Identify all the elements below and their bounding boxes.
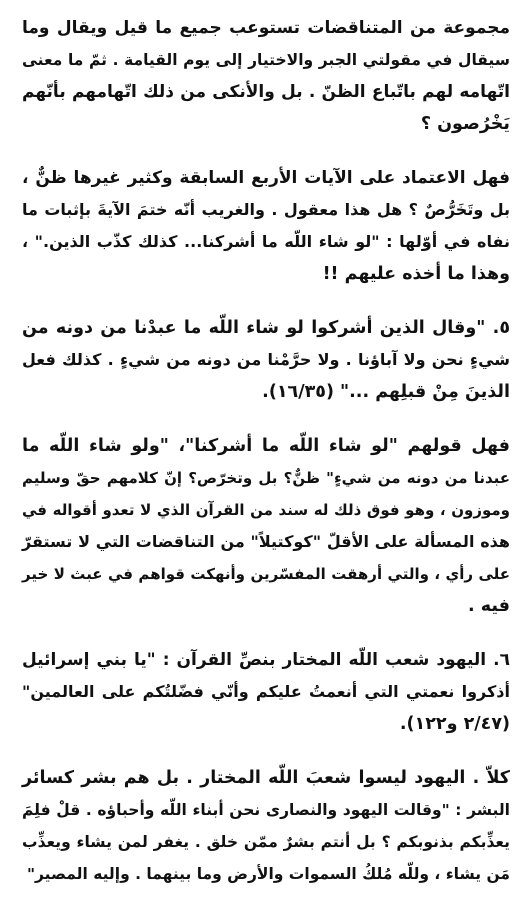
- text-line: (٢/٤٧ و١٢٢).: [399, 714, 510, 734]
- text-line: الذينَ مِنْ قبلِهم ..." (١٦/٣٥).: [262, 382, 510, 402]
- text-line: وهذا ما أخذه عليهم !!: [322, 264, 510, 284]
- text-line: عبدنا من دونه من شيءٍ" ظنٌّ؟ بل وتخرّص؟ إنّ كلامهم حقّ وسليم: [22, 469, 510, 487]
- text-line: يَخْرُصون ؟: [420, 114, 510, 134]
- text-line: بل وتَخَرُّصٌ ؟ هل هذا معقول . والغريب أنّه ختمَ الآيةَ بإثبات ما: [22, 200, 510, 219]
- text-line: مجموعة من المتناقضات تستوعب جميع ما قيل ويقال وما: [22, 18, 510, 38]
- paragraph: [22, 430, 510, 622]
- paragraph: [22, 12, 510, 140]
- text-line: اتّهامه لهم باتّباع الظنّ . بل والأنكى من ذلك اتّهامهم بأنّهم: [22, 82, 510, 102]
- paragraph: [22, 312, 510, 408]
- text-line: فهل قولهم "لو شاء اللّه ما أشركنا"، "ولو شاء اللّه ما: [22, 436, 510, 456]
- paragraph: [22, 762, 510, 890]
- text-line: وموزون ، وهو فوق ذلك له سند من القرآن الذي لا تعدو أقواله في: [22, 501, 510, 519]
- text-line: هذه المسألة على الأقلّ "كوكتيلاً" من التناقضات التي لا تستقرّ: [22, 532, 510, 551]
- text-line: فهل الاعتماد على الآيات الأربع السابقة وكثير غيرها ظنٌّ ،: [22, 168, 510, 188]
- text-line: نفاه في أوّلها : "لو شاء اللّه ما أشركنا... كذلك كذّب الذين." ،: [22, 232, 510, 251]
- text-line: البشر : "وقالت اليهود والنصارى نحن أبناء اللّه وأحباؤه . قلْ فلِمَ: [22, 801, 510, 819]
- text-line: ٦. اليهود شعب اللّه المختار بنصِّ القرآن : "يا بني إسرائيل: [22, 650, 510, 670]
- text-line: مَن يشاء ، وللّه مُلكُ السموات والأرض وما بينهما . وإليه المصير": [26, 865, 510, 883]
- text-line: ٥. "وقال الذين أشركوا لو شاء اللّه ما عبدْنا من دونه من: [22, 318, 510, 338]
- text-line: كلاّ . اليهود ليسوا شعبَ اللّه المختار . بل هم بشر كسائر: [22, 768, 510, 788]
- paragraph: [22, 162, 510, 290]
- text-line: يعذِّبكم بذنوبكم ؟ بل أنتم بشرٌ ممّن خلق . يغفر لمن يشاء ويعذِّب: [22, 833, 510, 851]
- text-line: شيءٍ نحن ولا آباؤنا . ولا حرَّمْنا من دونه من شيءٍ . كذلك فعل: [22, 350, 510, 369]
- text-line: سيقال في مقولتي الجبر والاختيار إلى يوم القيامة . ثمّ ما معنى: [22, 51, 510, 69]
- text-line: على رأي ، والتي أرهقت المفسّرين وأنهكت قواهم في عبث لا خير: [22, 565, 510, 583]
- text-line: أذكروا نعمتي التي أنعمتُ عليكم وأنّي فضّلتُكم على العالمين": [22, 682, 510, 701]
- paragraph: [22, 644, 510, 740]
- text-line: فيه .: [468, 596, 510, 616]
